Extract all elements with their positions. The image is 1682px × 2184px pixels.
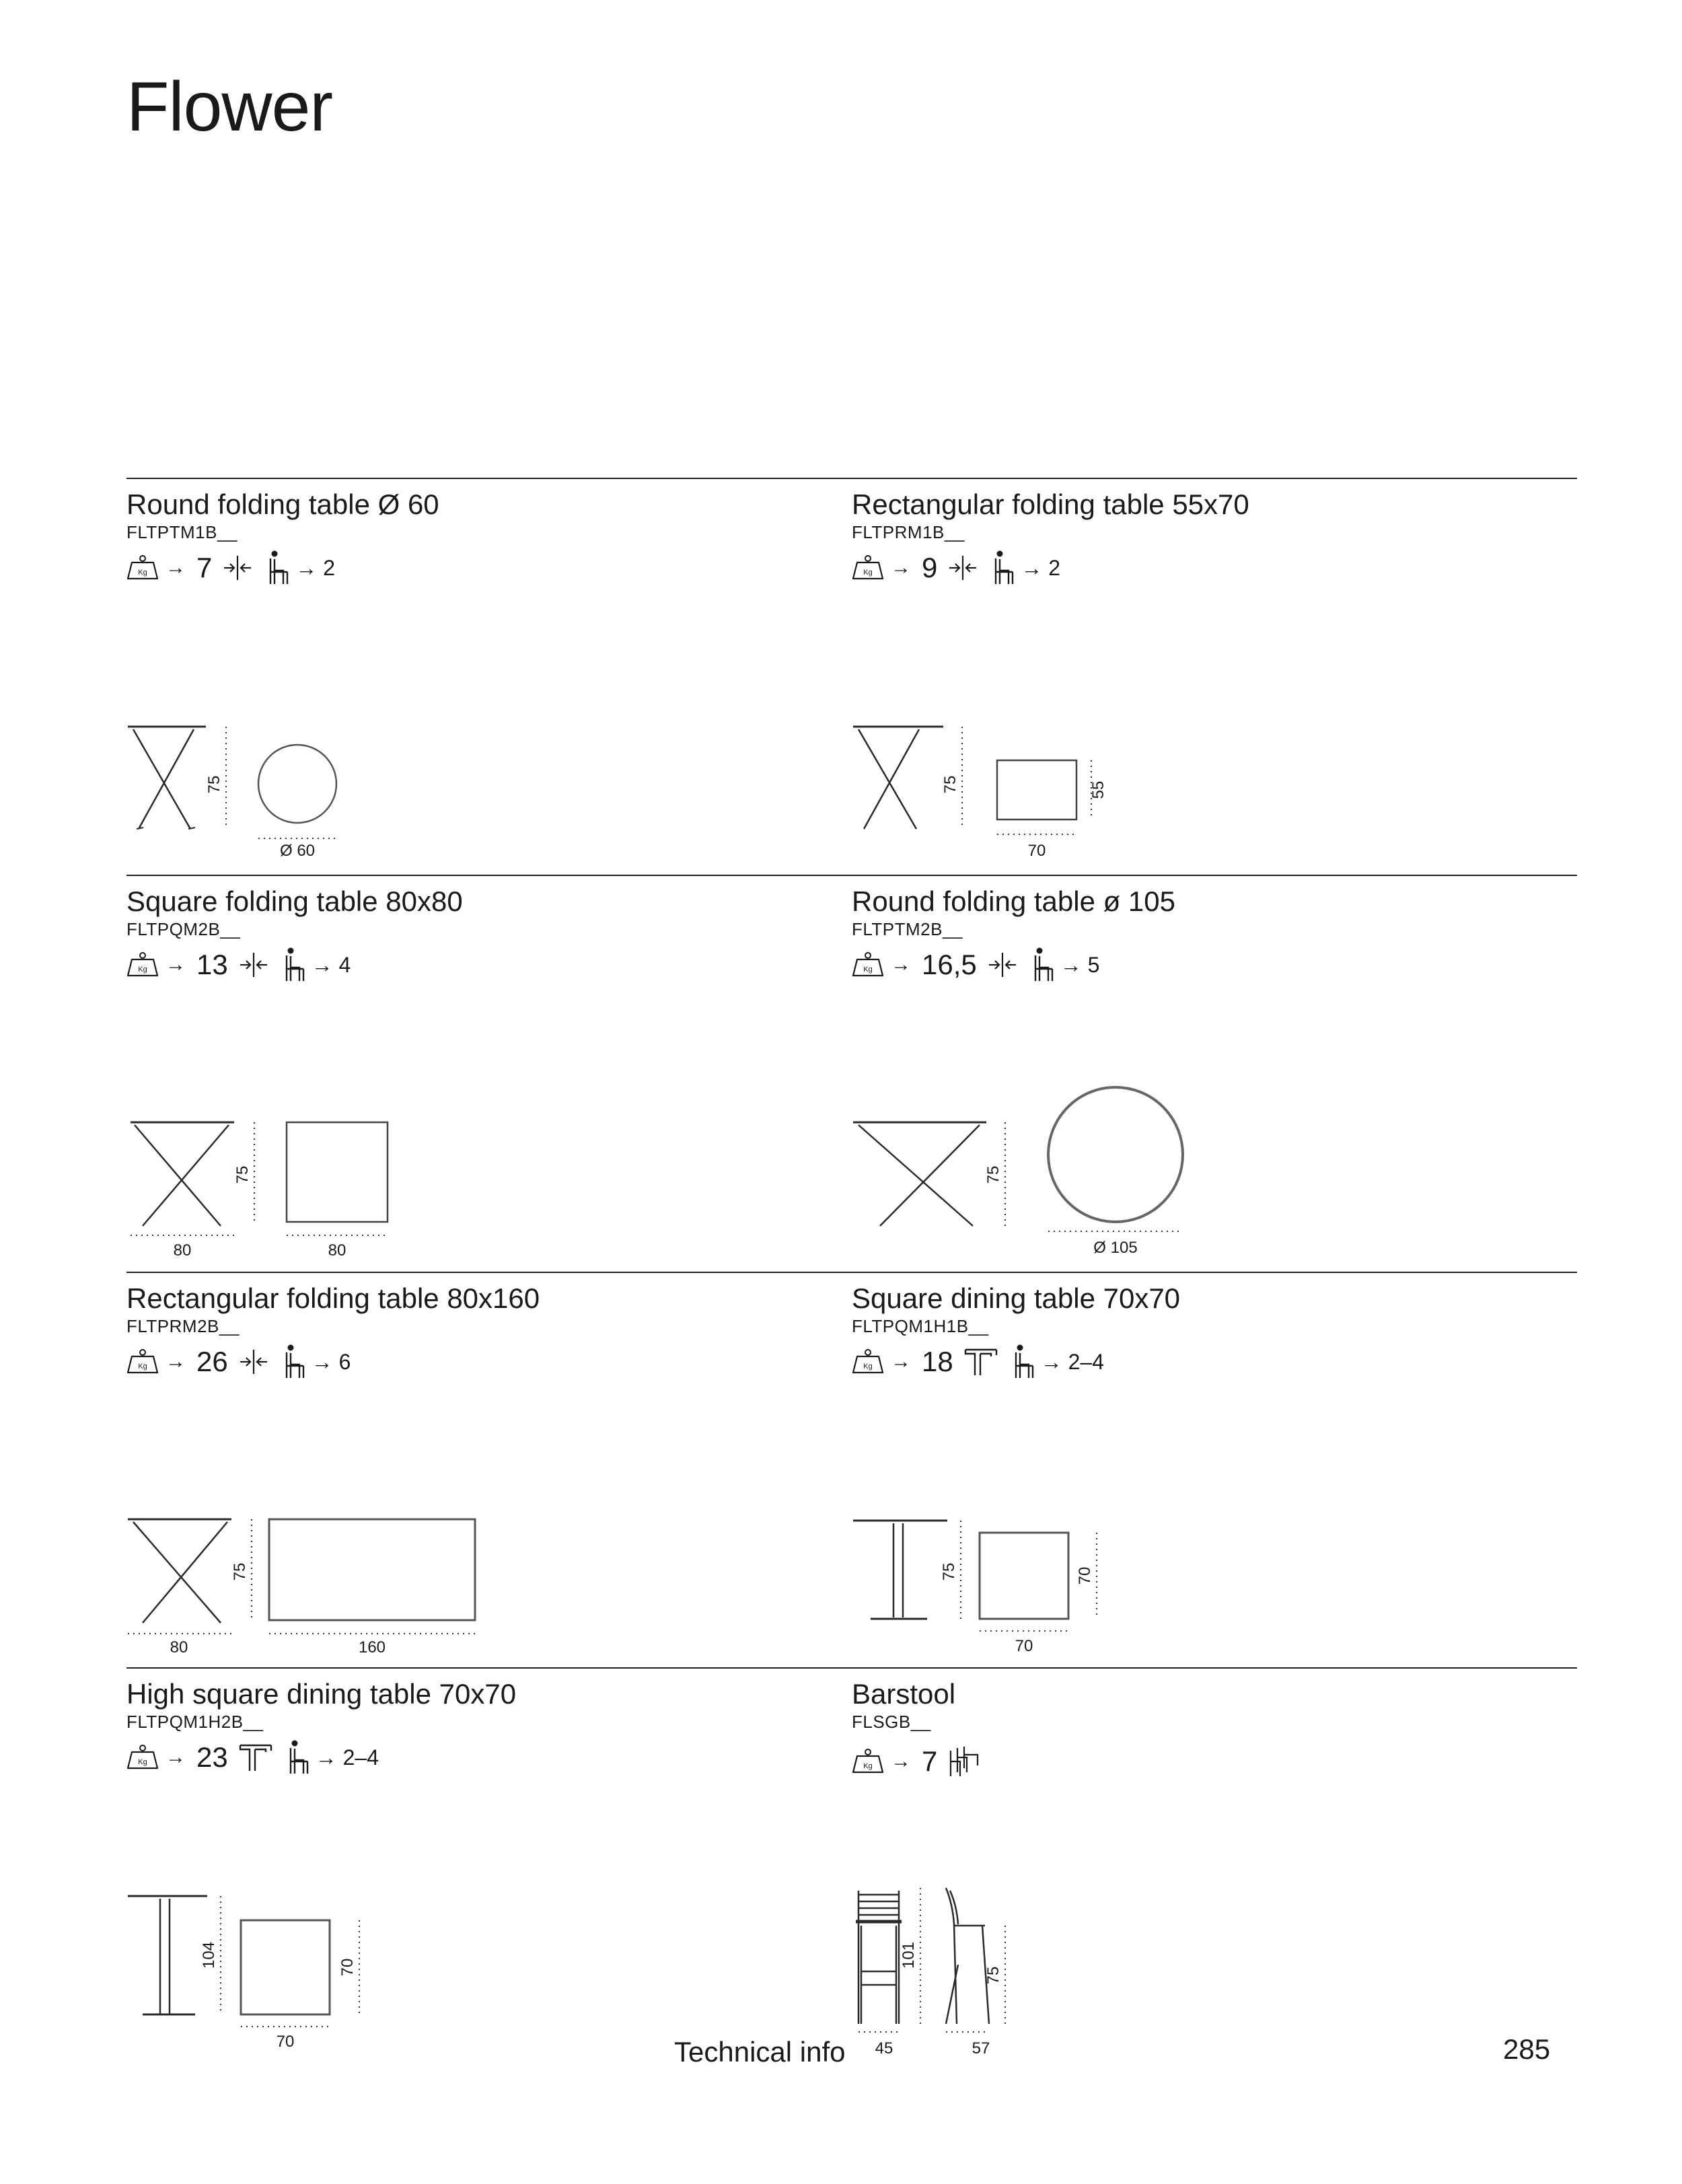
technical-drawing <box>852 876 1577 1273</box>
dim-height: 75 <box>940 1562 958 1581</box>
product-weight: 26 <box>196 1346 228 1377</box>
dim-height: 75 <box>984 1165 1002 1184</box>
dim-height: 75 <box>231 1562 249 1581</box>
product-square-folding-table-80x80 <box>126 875 852 1273</box>
product-square-dining-table-70x70 <box>852 1272 1577 1670</box>
product-barstool <box>852 1667 1577 2066</box>
product-name: Barstool <box>852 1678 956 1710</box>
product-round-folding-table-60 <box>126 478 852 876</box>
product-rectangular-folding-table-80x160 <box>126 1272 852 1670</box>
arrow-glyph: → <box>891 1750 911 1772</box>
product-name: Rectangular folding table 55x70 <box>852 488 1249 520</box>
product-seats: → 6 <box>311 1349 351 1374</box>
technical-drawing <box>126 876 852 1273</box>
technical-drawing <box>852 1273 1577 1670</box>
product-code: FLTPQM2B__ <box>126 919 241 939</box>
product-seats: → 2 <box>1021 555 1061 580</box>
dim-side: 80 <box>173 1241 192 1260</box>
page-number: 285 <box>1503 2033 1551 2065</box>
product-code: FLSGB__ <box>852 1712 931 1732</box>
product-seats: → 2 <box>295 555 336 580</box>
footer-section-label: Technical info <box>674 2036 846 2068</box>
product-weight: 16,5 <box>922 949 977 980</box>
product-name: Square folding table 80x80 <box>126 885 463 917</box>
product-code: FLTPTM2B__ <box>852 919 963 939</box>
dim-height: 75 <box>205 775 223 794</box>
product-name: Square dining table 70x70 <box>852 1282 1181 1314</box>
product-weight: 23 <box>196 1741 228 1773</box>
dim-depth: 57 <box>972 2039 990 2058</box>
product-weight: 9 <box>922 552 938 583</box>
product-seats: → 2–4 <box>315 1745 379 1770</box>
dim-depth: 70 <box>338 1958 357 1977</box>
arrow-glyph: → <box>166 1350 186 1373</box>
dim-width: 70 <box>1015 1637 1033 1655</box>
product-round-folding-table-105 <box>852 875 1577 1273</box>
product-weight: 13 <box>196 949 228 980</box>
product-name: Rectangular folding table 80x160 <box>126 1282 540 1314</box>
product-weight: 7 <box>922 1745 938 1777</box>
dim-width: 70 <box>276 2033 295 2051</box>
arrow-glyph: → <box>891 1350 911 1373</box>
dim-height: 75 <box>941 775 959 794</box>
page-title: Flower <box>126 68 333 146</box>
technical-drawing <box>126 1273 852 1670</box>
product-seats: → 2–4 <box>1040 1349 1104 1374</box>
product-name: Round folding table ø 105 <box>852 885 1176 917</box>
arrow-glyph: → <box>166 1746 186 1768</box>
dim-width: 70 <box>1027 842 1046 860</box>
product-code: FLTPQM1H2B__ <box>126 1712 264 1732</box>
arrow-glyph: → <box>166 556 186 579</box>
product-seats: → 4 <box>311 952 351 977</box>
product-name: High square dining table 70x70 <box>126 1678 517 1710</box>
arrow-glyph: → <box>166 953 186 976</box>
technical-drawing <box>126 1669 852 2066</box>
product-code: FLTPRM2B__ <box>126 1316 240 1336</box>
dim-seat-height: 75 <box>984 1966 1002 1985</box>
dim-side: 80 <box>170 1638 188 1657</box>
dim-width: 160 <box>358 1638 386 1657</box>
dim-top: Ø 105 <box>1093 1239 1138 1257</box>
product-weight: 18 <box>922 1346 953 1377</box>
dim-height: 75 <box>233 1165 252 1184</box>
dim-top: Ø 60 <box>279 842 316 860</box>
arrow-glyph: → <box>891 556 911 579</box>
product-high-square-dining-table-70x70 <box>126 1667 852 2066</box>
dim-width: 80 <box>328 1241 346 1260</box>
product-seats: → 5 <box>1060 952 1100 977</box>
product-weight: 7 <box>196 552 213 583</box>
dim-width: 45 <box>875 2039 893 2058</box>
arrow-glyph: → <box>891 953 911 976</box>
technical-drawing <box>852 479 1577 876</box>
product-code: FLTPTM1B__ <box>126 522 237 542</box>
product-code: FLTPQM1H1B__ <box>852 1316 989 1336</box>
dim-depth: 70 <box>1076 1566 1094 1585</box>
dim-height: 104 <box>200 1941 218 1969</box>
product-name: Round folding table Ø 60 <box>126 488 439 520</box>
dim-height: 101 <box>900 1941 918 1969</box>
technical-drawing <box>126 479 852 876</box>
product-code: FLTPRM1B__ <box>852 522 965 542</box>
product-rectangular-folding-table-55x70 <box>852 478 1577 876</box>
dim-depth: 55 <box>1089 780 1107 799</box>
technical-drawing <box>852 1669 1577 2066</box>
